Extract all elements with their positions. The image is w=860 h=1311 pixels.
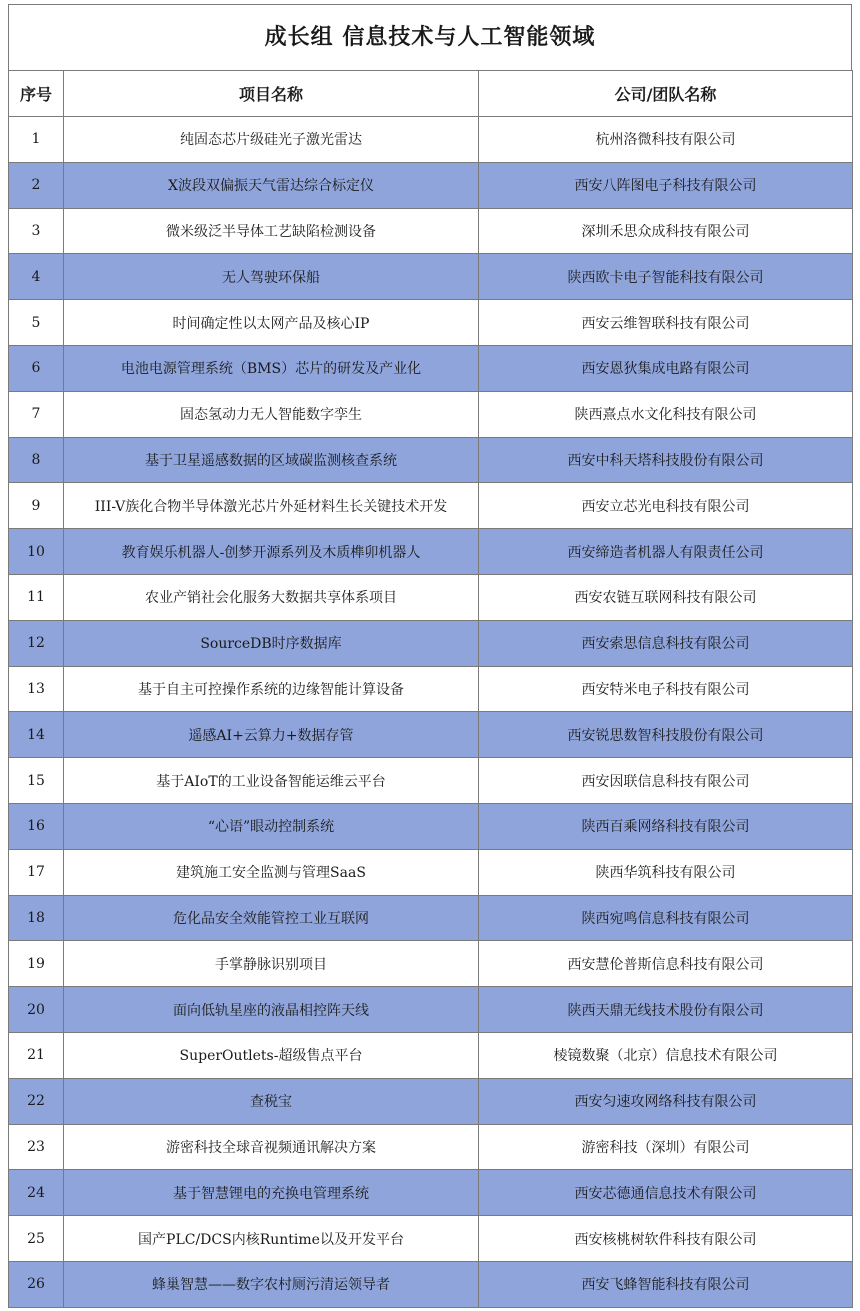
cell-project-name: 危化品安全效能管控工业互联网: [64, 895, 479, 941]
table-row: [9, 529, 853, 575]
cell-number: 15: [9, 758, 64, 804]
cell-number: 8: [9, 437, 64, 483]
cell-company-name: 西安飞蜂智能科技有限公司: [479, 1261, 853, 1307]
cell-project-name: III-V族化合物半导体激光芯片外延材料生长关键技术开发: [64, 483, 479, 529]
project-table: [8, 70, 853, 1308]
table-row: [9, 162, 853, 208]
cell-project-name: 农业产销社会化服务大数据共享体系项目: [64, 574, 479, 620]
table-row: [9, 712, 853, 758]
header-company-name: 公司/团队名称: [479, 71, 853, 117]
cell-project-name: 基于卫星遥感数据的区域碳监测核查系统: [64, 437, 479, 483]
cell-project-name: 国产PLC/DCS内核Runtime以及开发平台: [64, 1216, 479, 1262]
cell-number: 25: [9, 1216, 64, 1262]
cell-number: 11: [9, 574, 64, 620]
cell-company-name: 西安芯德通信息技术有限公司: [479, 1170, 853, 1216]
cell-number: 19: [9, 941, 64, 987]
header-number: 序号: [9, 71, 64, 117]
cell-project-name: “心语”眼动控制系统: [64, 803, 479, 849]
table-row: [9, 1170, 853, 1216]
cell-number: 14: [9, 712, 64, 758]
cell-company-name: 西安特米电子科技有限公司: [479, 666, 853, 712]
cell-project-name: 无人驾驶环保船: [64, 254, 479, 300]
cell-project-name: 电池电源管理系统（BMS）芯片的研发及产业化: [64, 345, 479, 391]
cell-number: 4: [9, 254, 64, 300]
cell-company-name: 西安索思信息科技有限公司: [479, 620, 853, 666]
cell-project-name: SuperOutlets-超级售点平台: [64, 1032, 479, 1078]
table-row: [9, 483, 853, 529]
table-row: [9, 1216, 853, 1262]
cell-project-name: 基于自主可控操作系统的边缘智能计算设备: [64, 666, 479, 712]
cell-number: 16: [9, 803, 64, 849]
cell-project-name: 建筑施工安全监测与管理SaaS: [64, 849, 479, 895]
cell-project-name: 教育娱乐机器人-创梦开源系列及木质榫卯机器人: [64, 529, 479, 575]
cell-company-name: 西安云维智联科技有限公司: [479, 300, 853, 346]
cell-company-name: 陕西宛鸣信息科技有限公司: [479, 895, 853, 941]
cell-project-name: 面向低轨星座的液晶相控阵天线: [64, 987, 479, 1033]
table-row: [9, 849, 853, 895]
cell-number: 23: [9, 1124, 64, 1170]
cell-company-name: 棱镜数聚（北京）信息技术有限公司: [479, 1032, 853, 1078]
cell-company-name: 西安慧伦普斯信息科技有限公司: [479, 941, 853, 987]
cell-project-name: 手掌静脉识别项目: [64, 941, 479, 987]
header-row: [9, 71, 853, 117]
cell-company-name: 西安因联信息科技有限公司: [479, 758, 853, 804]
cell-number: 2: [9, 162, 64, 208]
table-row: [9, 300, 853, 346]
header-project-name: 项目名称: [64, 71, 479, 117]
results-sheet: [8, 4, 852, 1308]
cell-number: 9: [9, 483, 64, 529]
table-row: [9, 1032, 853, 1078]
table-row: [9, 117, 853, 163]
table-row: [9, 574, 853, 620]
cell-company-name: 西安匀速攻网络科技有限公司: [479, 1078, 853, 1124]
table-row: [9, 666, 853, 712]
cell-project-name: 蜂巢智慧——数字农村厕污清运领导者: [64, 1261, 479, 1307]
cell-company-name: 西安恩狄集成电路有限公司: [479, 345, 853, 391]
cell-number: 20: [9, 987, 64, 1033]
cell-project-name: 遥感AI+云算力+数据存管: [64, 712, 479, 758]
cell-company-name: 深圳禾思众成科技有限公司: [479, 208, 853, 254]
cell-number: 7: [9, 391, 64, 437]
cell-company-name: 西安中科天塔科技股份有限公司: [479, 437, 853, 483]
cell-company-name: 西安锐思数智科技股份有限公司: [479, 712, 853, 758]
cell-project-name: 微米级泛半导体工艺缺陷检测设备: [64, 208, 479, 254]
table-row: [9, 895, 853, 941]
cell-company-name: 陕西欧卡电子智能科技有限公司: [479, 254, 853, 300]
cell-project-name: 查税宝: [64, 1078, 479, 1124]
cell-number: 18: [9, 895, 64, 941]
cell-project-name: SourceDB时序数据库: [64, 620, 479, 666]
table-row: [9, 1124, 853, 1170]
cell-number: 12: [9, 620, 64, 666]
table-row: [9, 254, 853, 300]
table-row: [9, 941, 853, 987]
table-row: [9, 987, 853, 1033]
cell-project-name: 纯固态芯片级硅光子激光雷达: [64, 117, 479, 163]
cell-number: 3: [9, 208, 64, 254]
cell-company-name: 陕西百乘网络科技有限公司: [479, 803, 853, 849]
cell-number: 24: [9, 1170, 64, 1216]
cell-company-name: 游密科技（深圳）有限公司: [479, 1124, 853, 1170]
cell-number: 5: [9, 300, 64, 346]
table-row: [9, 1078, 853, 1124]
cell-company-name: 西安八阵图电子科技有限公司: [479, 162, 853, 208]
cell-project-name: 基于智慧锂电的充换电管理系统: [64, 1170, 479, 1216]
sheet-title: 成长组 信息技术与人工智能领域: [8, 4, 852, 70]
table-row: [9, 803, 853, 849]
cell-project-name: X波段双偏振天气雷达综合标定仪: [64, 162, 479, 208]
cell-project-name: 游密科技全球音视频通讯解决方案: [64, 1124, 479, 1170]
cell-company-name: 西安立芯光电科技有限公司: [479, 483, 853, 529]
table-row: [9, 345, 853, 391]
cell-number: 6: [9, 345, 64, 391]
cell-project-name: 基于AIoT的工业设备智能运维云平台: [64, 758, 479, 804]
cell-company-name: 陕西熹点水文化科技有限公司: [479, 391, 853, 437]
cell-number: 21: [9, 1032, 64, 1078]
cell-company-name: 陕西华筑科技有限公司: [479, 849, 853, 895]
cell-number: 26: [9, 1261, 64, 1307]
cell-project-name: 时间确定性以太网产品及核心IP: [64, 300, 479, 346]
table-row: [9, 1261, 853, 1307]
table-row: [9, 437, 853, 483]
cell-number: 22: [9, 1078, 64, 1124]
cell-number: 10: [9, 529, 64, 575]
cell-number: 1: [9, 117, 64, 163]
cell-company-name: 西安核桃树软件科技有限公司: [479, 1216, 853, 1262]
table-row: [9, 758, 853, 804]
cell-company-name: 西安农链互联网科技有限公司: [479, 574, 853, 620]
table-row: [9, 208, 853, 254]
table-row: [9, 620, 853, 666]
cell-company-name: 西安缔造者机器人有限责任公司: [479, 529, 853, 575]
cell-number: 17: [9, 849, 64, 895]
cell-project-name: 固态氢动力无人智能数字孪生: [64, 391, 479, 437]
cell-company-name: 杭州洛微科技有限公司: [479, 117, 853, 163]
table-row: [9, 391, 853, 437]
cell-number: 13: [9, 666, 64, 712]
cell-company-name: 陕西天鼎无线技术股份有限公司: [479, 987, 853, 1033]
